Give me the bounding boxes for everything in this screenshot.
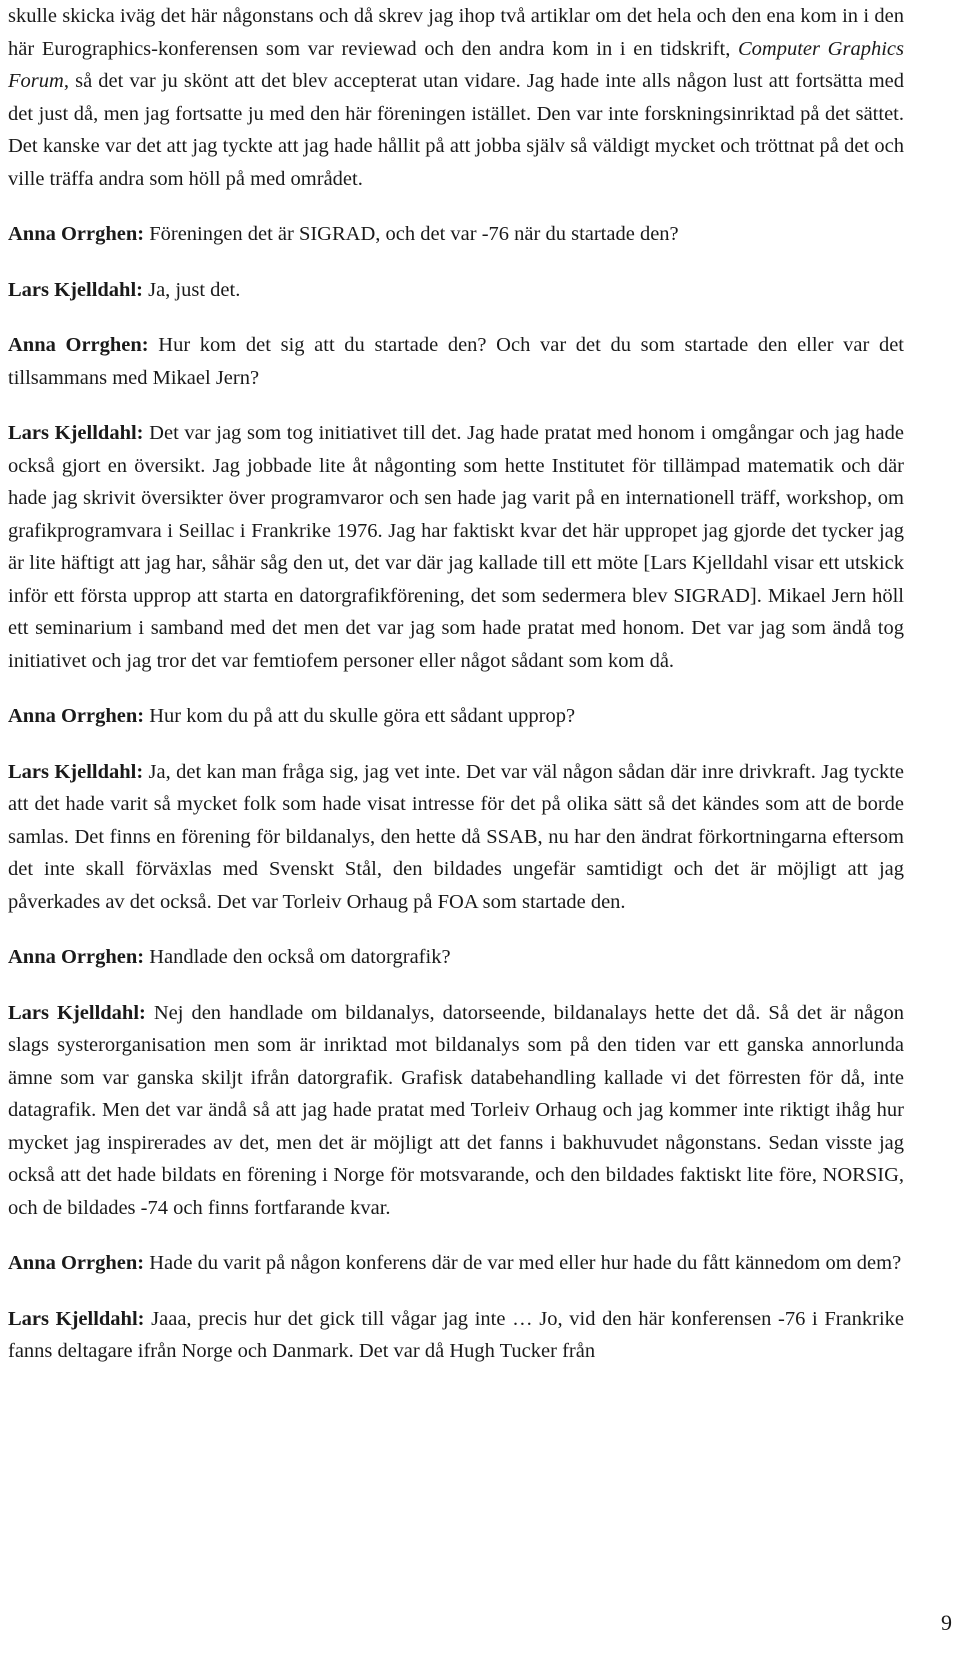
speaker-name: Anna Orrghen: — [8, 705, 145, 727]
page-number: 9 — [941, 1610, 952, 1635]
paragraph-text: Jaaa, precis hur det gick till vågar jag inte … Jo, vid den här konferensen -76 i Frankrike fanns deltagare ifrån Norge och Danmark. Det var då Hugh Tucker från — [8, 1307, 905, 1362]
text-paragraph — [8, 0, 904, 195]
speaker-name: Lars Kjelldahl: — [8, 422, 144, 444]
dialogue-paragraph — [8, 700, 904, 733]
dialogue-paragraph — [8, 1247, 904, 1280]
dialogue-paragraph — [8, 274, 904, 307]
paragraph-text: Ja, just det. — [148, 278, 241, 301]
speaker-name: Anna Orrghen: — [8, 223, 145, 245]
dialogue-paragraph — [8, 1303, 904, 1368]
paragraph-text: Nej den handlade om bildanalys, datorseende, bildanalays hette det då. Så det är någon slags systerorganisation men som är inriktad mot bildanalys som på den tiden var ett ganska annorlunda ämne som var ganska skiljt ifrån datorgrafik. Grafisk databehandling kallade vi det förresten för då, inte datagrafik. Men det var ändå så att jag hade pratat med Torleiv Orhaug och jag kommer inte riktigt ihåg hur mycket jag inspirerades av det, men det är möjligt att det fanns i bakhuvudet någonstans. Sedan visste jag också att det hade bildats en förening i Norge för motsvarande, och den bildades faktiskt lite före, NORSIG, och de bildades -74 och finns fortfarande kvar. — [8, 1001, 904, 1219]
italic-title: Computer Graphics Forum — [8, 37, 904, 92]
speaker-name: Lars Kjelldahl: — [8, 1001, 146, 1024]
paragraph-text: Hade du varit på någon konferens där de var med eller hur hade du fått kännedom om dem? — [149, 1252, 902, 1274]
dialogue-paragraph — [8, 997, 904, 1225]
speaker-name: Lars Kjelldahl: — [8, 760, 144, 783]
paragraph-text: Hur kom det sig att du startade den? Och var det du som startade den eller var det tillsammans med Mikael Jern? — [8, 334, 905, 389]
speaker-name: Anna Orrghen: — [8, 946, 145, 968]
paragraph-text: Handlade den också om datorgrafik? — [149, 946, 451, 968]
speaker-name: Anna Orrghen: — [8, 334, 149, 356]
dialogue-paragraph — [8, 941, 904, 974]
paragraph-text: Föreningen det är SIGRAD, och det var -76 när du startade den? — [149, 223, 679, 245]
paragraph-text: skulle skicka iväg det här någonstans och då skrev jag ihop två artiklar om det hela och den ena kom in i den här Eurographics-konferensen som var reviewad och den andra kom in i en tidskrift, — [8, 5, 904, 60]
paragraph-text: Ja, det kan man fråga sig, jag vet inte. Det var väl någon sådan där inre drivkraft. Jag tyckte att det hade varit så mycket folk som hade visat intresse för det på olika sätt så det kändes som att de borde samlas. Det finns en förening för bildanalys, den hette då SSAB, nu har den ändrat förkortningarna eftersom det inte skall förväxlas med Svenskt Stål, den bildades ungefär samtidigt och det är möjligt att jag påverkades av det också. Det var Torleiv Orhaug på FOA som startade den. — [8, 760, 904, 913]
dialogue-paragraph — [8, 417, 904, 677]
paragraph-text: Hur kom du på att du skulle göra ett sådant upprop? — [149, 705, 576, 727]
speaker-name: Anna Orrghen: — [8, 1252, 145, 1274]
transcript-page — [8, 0, 904, 1368]
paragraph-text: , så det var ju skönt att det blev accepterat utan vidare. Jag hade inte alls någon lust att fortsätta med det just då, men jag fortsatte ju med den här föreningen istället. Den var inte forskningsinriktad på det sättet. Det kanske var det att jag tyckte att jag hade hållit på att jobba själv så väldigt mycket och tröttnat på det och ville träffa andra som höll på med området. — [8, 70, 904, 190]
speaker-name: Lars Kjelldahl: — [8, 278, 143, 301]
paragraph-text: Det var jag som tog initiativet till det. Jag hade pratat med honom i omgångar och jag hade också gjort en översikt. Jag jobbade lite åt någonting som hette Institutet för tillämpad matematik och där hade jag skrivit översikter över programvaror och sen hade jag varit på en internationell träff, workshop, om grafikprogramvara i Seillac i Frankrike 1976. Jag har faktiskt kvar det här uppropet jag gjorde det tycker jag är lite häftigt att jag har, såhär såg den ut, det var där jag kallade till ett möte [Lars Kjelldahl visar ett utskick inför ett första upprop att starta en datorgrafikförening, det som sedermera blev SIGRAD]. Mikael Jern höll ett seminarium i samband med det men det var jag som hade pratat med honom. Det var jag som ändå tog initiativet och jag tror det var femtiofem personer eller något sådant som kom då. — [8, 422, 904, 672]
dialogue-paragraph — [8, 218, 904, 251]
dialogue-paragraph — [8, 329, 904, 394]
speaker-name: Lars Kjelldahl: — [8, 1307, 145, 1330]
dialogue-paragraph — [8, 756, 904, 919]
